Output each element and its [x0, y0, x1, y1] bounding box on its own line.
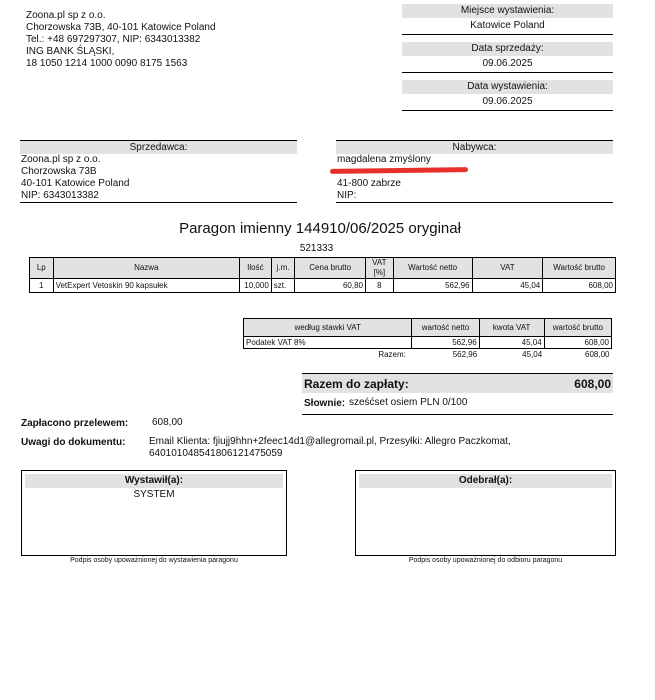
cell-vat-rate: 8	[366, 279, 394, 293]
seller-street: Chorzowska 73B	[21, 166, 97, 177]
col-vat: VAT	[472, 258, 543, 279]
vat-total-kwota: 45,04	[522, 349, 543, 359]
vat-summary-table	[243, 318, 612, 361]
seller-label: Sprzedawca:	[20, 141, 297, 154]
total-block	[302, 373, 613, 415]
words-value: sześćset osiem PLN 0/100	[349, 397, 468, 408]
buyer-nip: NIP:	[337, 190, 357, 201]
received-caption: Podpis osoby upoważnionej do odbioru paragonu	[408, 557, 563, 564]
total-label: Razem do zapłaty:	[304, 377, 409, 391]
vat-col-rate: według stawki VAT	[244, 319, 412, 337]
table-row	[244, 349, 612, 361]
vat-rate-kwota: 45,04	[479, 337, 544, 349]
vat-col-brutto: wartość brutto	[544, 319, 611, 337]
document-title: Paragon imienny 144910/06/2025 oryginał	[179, 220, 461, 237]
vat-rate-label: Podatek VAT 8%	[244, 337, 412, 349]
payment-label: Zapłacono przelewem:	[21, 418, 129, 429]
table-row	[30, 279, 616, 293]
vat-rate-brutto: 608,00	[544, 337, 611, 349]
cell-vat: 45,04	[472, 279, 543, 293]
seller-name: Zoona.pl sp z o.o.	[21, 154, 101, 165]
seller-header-bank: ING BANK ŚLĄSKI,	[26, 46, 115, 57]
col-wartosc-brutto: Wartość brutto	[543, 258, 616, 279]
cell-wartosc-netto: 562,96	[393, 279, 472, 293]
cell-jm: szt.	[271, 279, 295, 293]
col-cena-brutto: Cena brutto	[295, 258, 366, 279]
place-value: Katowice Poland	[470, 20, 545, 31]
seller-header-name: Zoona.pl sp z o.o.	[26, 10, 106, 21]
seller-header	[26, 10, 216, 70]
buyer-city: 41-800 zabrze	[337, 178, 401, 189]
seller-city: 40-101 Katowice Poland	[21, 178, 130, 189]
issued-value: SYSTEM	[133, 489, 175, 500]
total-value: 608,00	[574, 377, 611, 391]
sale-date-value: 09.06.2025	[482, 58, 533, 69]
seller-nip: NIP: 6343013382	[21, 190, 99, 201]
vat-total-label: Razem:	[378, 349, 406, 359]
col-ilosc: Ilość	[240, 258, 272, 279]
place-label: Miejsce wystawienia:	[402, 4, 613, 18]
received-label: Odebrał(a):	[359, 474, 612, 488]
cell-ilosc: 10,000	[240, 279, 272, 293]
vat-rate-netto: 562,96	[412, 337, 479, 349]
issued-label: Wystawił(a):	[25, 474, 283, 488]
vat-col-kwota: kwota VAT	[479, 319, 544, 337]
seller-header-account: 18 1050 1214 1000 0090 8175 1563	[26, 58, 188, 69]
issued-signature-box	[21, 470, 287, 556]
cell-cena-brutto: 60,80	[295, 279, 366, 293]
items-table	[29, 257, 616, 293]
col-lp: Lp	[30, 258, 54, 279]
issue-date-label: Data wystawienia:	[402, 80, 613, 94]
issued-caption: Podpis osoby upoważnionej do wystawienia paragonu	[70, 557, 238, 564]
table-row	[244, 337, 612, 349]
sale-date-label: Data sprzedaży:	[402, 42, 613, 56]
seller-header-address: Chorzowska 73B, 40-101 Katowice Poland	[26, 22, 216, 33]
meta-block	[402, 4, 613, 111]
received-signature-box	[355, 470, 616, 556]
words-label: Słownie:	[304, 398, 346, 409]
buyer-name: magdalena zmyślony	[337, 154, 431, 165]
issue-date-value: 09.06.2025	[482, 96, 533, 107]
col-vat-rate: VAT [%]	[366, 258, 394, 279]
cell-lp: 1	[30, 279, 54, 293]
seller-header-phone: Tel.: +48 697297307, NIP: 6343013382	[26, 34, 201, 45]
vat-total-netto: 562,96	[452, 349, 478, 359]
col-jm: j.m.	[271, 258, 295, 279]
buyer-label: Nabywca:	[336, 141, 613, 154]
cell-nazwa: VetExpert Vetoskin 90 kapsułek	[53, 279, 239, 293]
col-nazwa: Nazwa	[53, 258, 239, 279]
vat-total-brutto: 608,00	[585, 349, 610, 359]
payment-value: 608,00	[152, 417, 183, 428]
cell-wartosc-brutto: 608,00	[543, 279, 616, 293]
notes-line2: 640101048541806121475059	[149, 448, 283, 459]
vat-col-netto: wartość netto	[412, 319, 479, 337]
notes-line1: Email Klienta: fjiujj9hhn+2feec14d1@allegromail.pl, Przesyłki: Allegro Paczkomat,	[149, 436, 511, 447]
seller-block	[20, 140, 297, 203]
notes-label: Uwagi do dokumentu:	[21, 437, 126, 448]
document-subtitle: 521333	[299, 243, 334, 254]
col-wartosc-netto: Wartość netto	[393, 258, 472, 279]
